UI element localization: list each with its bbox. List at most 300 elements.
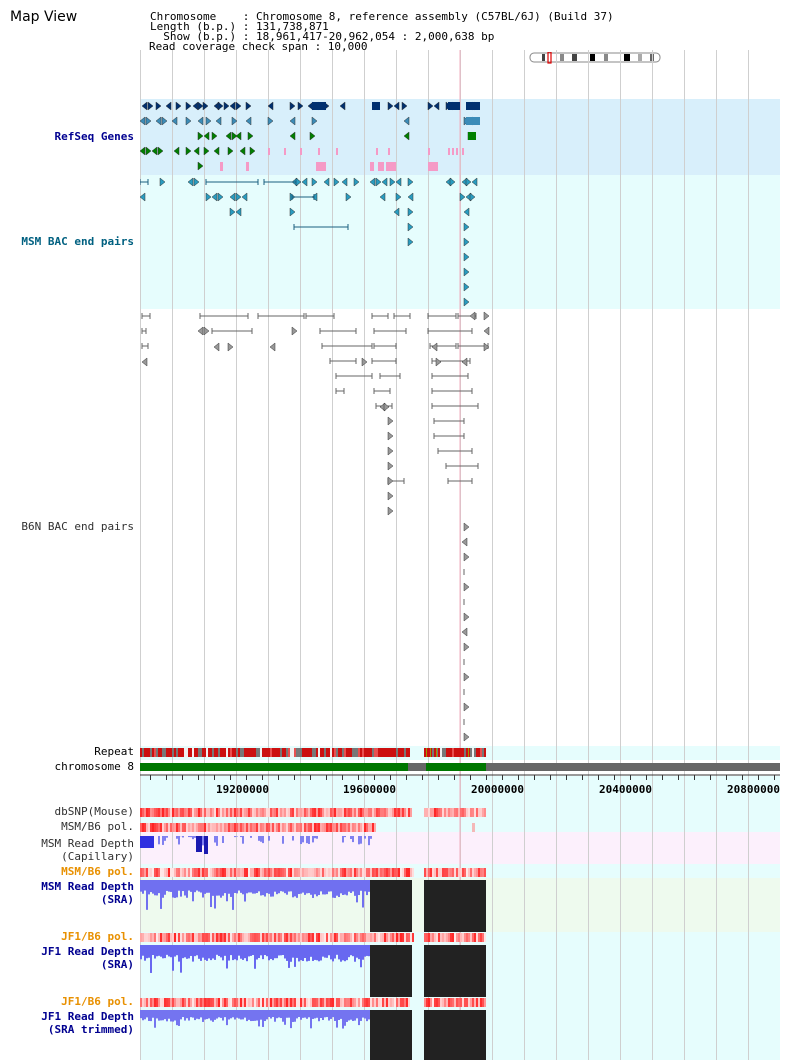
polymorphism-cell — [374, 868, 376, 877]
depth-bar — [162, 880, 164, 898]
polymorphism-cell — [192, 808, 194, 817]
polymorphism-cell — [310, 868, 312, 877]
depth-bar — [194, 836, 196, 838]
repeat-mark — [180, 748, 182, 757]
polymorphism-cell — [384, 808, 386, 817]
polymorphism-cell — [304, 823, 306, 832]
polymorphism-cell — [312, 808, 314, 817]
polymorphism-cell — [306, 933, 308, 942]
polymorphism-cell — [146, 868, 148, 877]
refseq-gene — [246, 102, 251, 110]
polymorphism-cell — [478, 933, 480, 942]
polymorphism-cell — [370, 868, 372, 877]
repeat-mark — [200, 748, 202, 757]
depth-bar — [252, 880, 254, 894]
depth-bar — [320, 945, 322, 960]
repeat-mark — [426, 748, 427, 757]
depth-bar — [258, 1010, 260, 1026]
msm-bac-end — [382, 178, 387, 186]
depth-bar — [186, 880, 188, 898]
b6n-bac-end — [464, 673, 469, 681]
refseq-gene — [232, 117, 237, 125]
polymorphism-cell — [264, 998, 266, 1007]
polymorphism-cell — [464, 933, 466, 942]
depth-bar — [314, 880, 316, 894]
track-label-repeat[interactable]: Repeat — [94, 745, 134, 758]
repeat-mark — [160, 748, 162, 757]
polymorphism-cell — [388, 868, 390, 877]
b6n-bac-end — [432, 343, 437, 351]
b6n-bac-end — [484, 312, 489, 320]
polymorphism-cell — [278, 808, 280, 817]
polymorphism-cell — [218, 933, 220, 942]
polymorphism-cell — [308, 808, 310, 817]
polymorphism-cell — [334, 808, 336, 817]
repeat-mark — [294, 748, 296, 757]
polymorphism-cell — [228, 998, 230, 1007]
depth-bar — [256, 880, 258, 893]
polymorphism-cell — [272, 868, 274, 877]
depth-bar — [234, 836, 236, 837]
refseq-gene — [204, 132, 209, 140]
depth-bar — [246, 1010, 248, 1021]
refseq-gene — [203, 102, 208, 110]
polymorphism-cell — [158, 868, 160, 877]
depth-bar — [206, 945, 208, 961]
repeat-mark — [212, 748, 214, 757]
polymorphism-cell — [268, 808, 270, 817]
track-label-msm-b6-pol[interactable]: MSM/B6 pol. — [61, 820, 134, 833]
polymorphism-cell — [154, 808, 156, 817]
polymorphism-cell — [160, 998, 162, 1007]
polymorphism-cell — [396, 808, 398, 817]
polymorphism-cell — [190, 933, 192, 942]
refseq-gene — [186, 102, 191, 110]
refseq-gene — [226, 132, 231, 140]
polymorphism-cell — [224, 933, 226, 942]
polymorphism-cell — [470, 808, 472, 817]
depth-bar — [182, 836, 184, 837]
polymorphism-cell — [386, 808, 388, 817]
depth-bar — [174, 1010, 176, 1020]
repeat-mark — [376, 748, 378, 757]
depth-bar — [312, 1010, 314, 1019]
polymorphism-cell — [254, 998, 256, 1007]
depth-bar — [170, 880, 172, 892]
depth-bar — [182, 945, 184, 958]
polymorphism-cell — [472, 808, 474, 817]
polymorphism-cell — [448, 933, 450, 942]
polymorphism-cell — [164, 933, 166, 942]
track-label-msm-b6-pol-2[interactable]: MSM/B6 pol. — [61, 865, 134, 878]
refseq-gene — [174, 147, 179, 155]
track-label-msm-depth-capillary[interactable]: MSM Read Depth — [41, 837, 134, 850]
depth-bar — [268, 1010, 270, 1017]
polymorphism-cell — [254, 808, 256, 817]
polymorphism-cell — [358, 933, 360, 942]
depth-bar — [254, 945, 256, 969]
polymorphism-cell — [302, 823, 304, 832]
refseq-exon — [376, 148, 378, 155]
polymorphism-cell — [264, 823, 266, 832]
polymorphism-cell — [384, 933, 386, 942]
polymorphism-cell — [250, 933, 252, 942]
polymorphism-cell — [474, 868, 476, 877]
depth-bar — [306, 1010, 308, 1019]
polymorphism-cell — [362, 998, 364, 1007]
polymorphism-cell — [448, 868, 450, 877]
track-label-jf1-b6-pol-2[interactable]: JF1/B6 pol. — [61, 995, 134, 1008]
track-label-msm-depth-sra[interactable]: MSM Read Depth — [41, 880, 134, 893]
depth-bar — [292, 945, 294, 958]
coverage-span-info: Read coverage check span : 10,000 — [149, 40, 368, 53]
polymorphism-cell — [348, 808, 350, 817]
polymorphism-cell — [390, 868, 392, 877]
depth-bar — [170, 1010, 172, 1021]
polymorphism-cell — [188, 933, 190, 942]
depth-bar — [224, 1010, 226, 1017]
msm-bac-end — [160, 178, 165, 186]
polymorphism-cell — [326, 868, 328, 877]
depth-bar — [150, 880, 152, 892]
polymorphism-cell — [256, 808, 258, 817]
depth-bar — [234, 880, 236, 893]
depth-bar — [188, 880, 190, 891]
repeat-mark — [224, 748, 226, 757]
polymorphism-cell — [340, 823, 342, 832]
polymorphism-cell — [464, 808, 466, 817]
polymorphism-cell — [240, 868, 242, 877]
polymorphism-cell — [262, 823, 264, 832]
polymorphism-cell — [260, 868, 262, 877]
repeat-mark — [432, 748, 434, 757]
polymorphism-cell — [282, 868, 284, 877]
polymorphism-cell — [178, 808, 180, 817]
polymorphism-cell — [298, 808, 300, 817]
depth-bar — [230, 880, 232, 897]
polymorphism-cell — [364, 823, 366, 832]
polymorphism-cell — [154, 998, 156, 1007]
polymorphism-cell — [288, 868, 290, 877]
depth-bar — [248, 880, 250, 892]
refseq-exon — [378, 162, 384, 171]
b6n-bac-end — [462, 538, 467, 546]
depth-bar — [350, 945, 352, 955]
depth-bar — [204, 880, 206, 894]
polymorphism-cell — [296, 823, 298, 832]
polymorphism-cell — [186, 933, 188, 942]
repeat-mark — [236, 748, 238, 757]
polymorphism-cell — [184, 808, 186, 817]
polymorphism-cell — [290, 998, 292, 1007]
polymorphism-cell — [410, 808, 412, 817]
depth-bar — [264, 945, 266, 955]
polymorphism-cell — [294, 808, 296, 817]
depth-bar — [190, 880, 192, 892]
repeat-mark — [308, 748, 310, 757]
repeat-mark — [380, 748, 382, 757]
refseq-gene — [224, 102, 229, 110]
depth-bar — [192, 1010, 194, 1018]
polymorphism-cell — [178, 823, 180, 832]
polymorphism-cell — [444, 998, 446, 1007]
track-label-refseq[interactable]: RefSeq Genes — [54, 130, 134, 143]
depth-bar — [306, 880, 308, 893]
polymorphism-cell — [236, 868, 238, 877]
depth-bar — [304, 945, 306, 958]
repeat-mark — [280, 748, 282, 757]
track-label-b6n-bac[interactable]: B6N BAC end pairs — [21, 520, 134, 533]
polymorphism-cell — [274, 808, 276, 817]
polymorphism-cell — [336, 933, 338, 942]
repeat-mark — [476, 748, 478, 757]
polymorphism-cell — [428, 998, 430, 1007]
repeat-mark — [286, 748, 288, 757]
msm-bac-end — [342, 178, 347, 186]
polymorphism-cell — [458, 868, 460, 877]
refseq-exon — [448, 148, 450, 155]
refseq-gene — [248, 132, 253, 140]
polymorphism-cell — [482, 998, 484, 1007]
polymorphism-cell — [324, 808, 326, 817]
polymorphism-cell — [354, 933, 356, 942]
depth-bar — [368, 836, 370, 845]
msm-bac-end — [408, 193, 413, 201]
polymorphism-cell — [450, 808, 452, 817]
depth-bar — [200, 945, 202, 961]
depth-bar — [142, 880, 144, 894]
depth-bar — [264, 1010, 266, 1021]
b6n-bac-end — [270, 343, 275, 351]
polymorphism-cell — [160, 808, 162, 817]
polymorphism-cell — [398, 868, 400, 877]
depth-bar — [164, 880, 166, 895]
polymorphism-cell — [476, 808, 478, 817]
refseq-gene — [146, 117, 151, 125]
msm-bac-end — [408, 208, 413, 216]
polymorphism-cell — [278, 933, 280, 942]
polymorphism-cell — [326, 808, 328, 817]
polymorphism-cell — [326, 998, 328, 1007]
refseq-exon — [246, 162, 249, 171]
polymorphism-cell — [468, 998, 470, 1007]
refseq-exon — [300, 148, 302, 155]
polymorphism-cell — [230, 933, 232, 942]
polymorphism-cell — [462, 868, 464, 877]
polymorphism-cell — [366, 823, 368, 832]
b6n-bac-end — [204, 327, 209, 335]
depth-bar — [262, 945, 264, 959]
track-canvas[interactable] — [140, 96, 780, 1060]
polymorphism-cell — [344, 808, 346, 817]
polymorphism-cell — [286, 823, 288, 832]
depth-bar — [256, 945, 258, 960]
polymorphism-cell — [318, 933, 320, 942]
repeat-mark — [350, 748, 352, 757]
polymorphism-cell — [184, 868, 186, 877]
depth-bar — [300, 836, 302, 844]
polymorphism-cell — [284, 998, 286, 1007]
axis-label: 19200000 — [216, 783, 269, 796]
repeat-mark — [194, 748, 196, 757]
polymorphism-cell — [342, 933, 344, 942]
polymorphism-cell — [146, 808, 148, 817]
track-label-dbsnp[interactable]: dbSNP(Mouse) — [54, 805, 134, 818]
repeat-mark — [142, 748, 144, 757]
repeat-mark — [214, 748, 216, 757]
polymorphism-cell — [322, 868, 324, 877]
polymorphism-cell — [244, 823, 246, 832]
depth-bar — [222, 880, 224, 896]
depth-bar — [320, 1010, 322, 1018]
depth-bar — [288, 1010, 290, 1018]
track-label-jf1-b6-pol[interactable]: JF1/B6 pol. — [61, 930, 134, 943]
depth-bar — [210, 945, 212, 960]
polymorphism-cell — [482, 933, 484, 942]
polymorphism-cell — [188, 998, 190, 1007]
depth-bar — [330, 1010, 332, 1019]
track-label-jf1-depth-trim[interactable]: JF1 Read Depth — [41, 1010, 134, 1023]
depth-bar — [212, 1010, 214, 1022]
polymorphism-cell — [292, 868, 294, 877]
polymorphism-cell — [170, 823, 172, 832]
axis-label: 20800000 — [727, 783, 780, 796]
repeat-mark — [462, 748, 464, 757]
refseq-gene — [212, 132, 217, 140]
polymorphism-cell — [346, 808, 348, 817]
polymorphism-cell — [298, 868, 300, 877]
msm-bac-end — [296, 178, 301, 186]
polymorphism-cell — [342, 998, 344, 1007]
msm-bac-end — [464, 298, 469, 306]
polymorphism-cell — [474, 808, 476, 817]
refseq-gene — [198, 102, 203, 110]
polymorphism-cell — [326, 933, 328, 942]
repeat-mark — [356, 748, 358, 757]
repeat-mark — [246, 748, 248, 757]
depth-bar — [354, 1010, 356, 1021]
polymorphism-cell — [298, 998, 300, 1007]
depth-bar — [152, 1010, 154, 1018]
b6n-bac-end — [464, 733, 469, 741]
polymorphism-cell — [152, 868, 154, 877]
repeat-mark — [164, 748, 166, 757]
depth-bar — [296, 945, 298, 958]
repeat-mark — [360, 748, 362, 757]
repeat-mark — [334, 748, 336, 757]
repeat-mark — [474, 748, 476, 757]
polymorphism-cell — [172, 808, 174, 817]
b6n-bac-end — [142, 358, 147, 366]
repeat-mark — [370, 748, 372, 757]
polymorphism-cell — [354, 823, 356, 832]
polymorphism-cell — [390, 933, 392, 942]
depth-bar — [302, 836, 304, 842]
msm-bac-end — [230, 208, 235, 216]
polymorphism-cell — [332, 808, 334, 817]
depth-bar — [214, 880, 216, 909]
depth-bar — [348, 945, 350, 957]
track-label-jf1-depth-sra[interactable]: JF1 Read Depth — [41, 945, 134, 958]
depth-bar — [206, 880, 208, 893]
polymorphism-cell — [192, 933, 194, 942]
depth-bar — [238, 945, 240, 956]
msm-bac-end — [408, 238, 413, 246]
depth-bar — [184, 1010, 186, 1021]
track-label-msm-bac[interactable]: MSM BAC end pairs — [21, 235, 134, 248]
polymorphism-cell — [396, 933, 398, 942]
polymorphism-cell — [242, 808, 244, 817]
polymorphism-cell — [280, 808, 282, 817]
polymorphism-cell — [410, 868, 412, 877]
polymorphism-cell — [150, 998, 152, 1007]
polymorphism-cell — [484, 998, 486, 1007]
depth-bar — [172, 945, 174, 971]
refseq-exon — [456, 148, 458, 155]
depth-bar — [202, 1010, 204, 1022]
polymorphism-cell — [320, 823, 322, 832]
depth-bar — [186, 1010, 188, 1018]
polymorphism-cell — [158, 998, 160, 1007]
polymorphism-cell — [224, 868, 226, 877]
depth-bar — [220, 945, 222, 957]
repeat-mark — [388, 748, 390, 757]
polymorphism-cell — [232, 933, 234, 942]
polymorphism-cell — [456, 868, 458, 877]
polymorphism-cell — [226, 998, 228, 1007]
depth-bar — [182, 1010, 184, 1017]
depth-bar — [300, 945, 302, 960]
polymorphism-cell — [296, 868, 298, 877]
polymorphism-cell — [148, 868, 150, 877]
depth-bar — [292, 836, 294, 841]
polymorphism-cell — [250, 868, 252, 877]
polymorphism-cell — [208, 868, 210, 877]
polymorphism-cell — [284, 808, 286, 817]
polymorphism-cell — [296, 998, 298, 1007]
polymorphism-cell — [334, 998, 336, 1007]
polymorphism-cell — [474, 933, 476, 942]
polymorphism-cell — [144, 823, 146, 832]
repeat-mark — [152, 748, 154, 757]
polymorphism-cell — [198, 823, 200, 832]
polymorphism-cell — [240, 808, 242, 817]
depth-bar — [356, 880, 358, 902]
depth-bar — [284, 945, 286, 958]
polymorphism-cell — [430, 808, 432, 817]
depth-bar — [332, 880, 334, 898]
polymorphism-cell — [300, 823, 302, 832]
depth-bar — [324, 945, 326, 958]
depth-bar — [264, 880, 266, 897]
polymorphism-cell — [424, 808, 426, 817]
repeat-mark — [348, 748, 350, 757]
depth-bar — [312, 836, 314, 842]
depth-bar — [358, 880, 360, 895]
polymorphism-cell — [360, 823, 362, 832]
polymorphism-cell — [156, 808, 158, 817]
track-label-chromosome[interactable]: chromosome 8 — [54, 760, 134, 773]
polymorphism-cell — [252, 998, 254, 1007]
polymorphism-cell — [210, 998, 212, 1007]
depth-bar — [158, 836, 160, 844]
polymorphism-cell — [388, 933, 390, 942]
polymorphism-cell — [150, 933, 152, 942]
refseq-exon — [220, 162, 223, 171]
depth-bar — [154, 1010, 156, 1028]
depth-bar — [324, 880, 326, 894]
polymorphism-cell — [308, 868, 310, 877]
